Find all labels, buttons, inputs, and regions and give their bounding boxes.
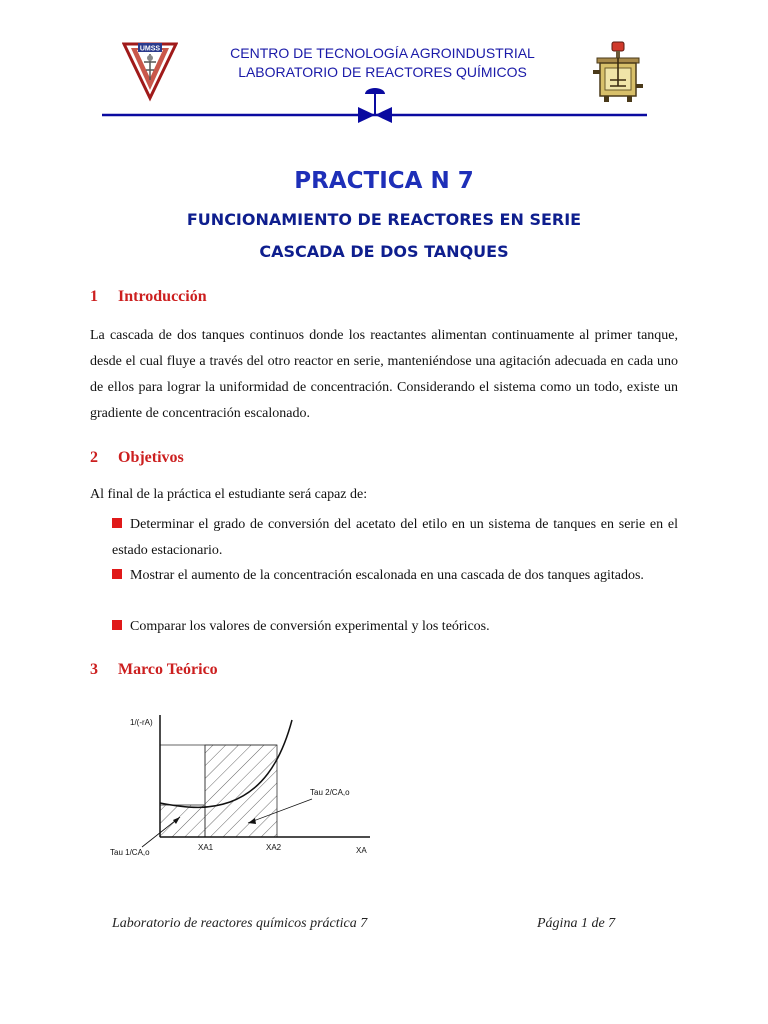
- footer-page-number: Página 1 de 7: [537, 916, 616, 931]
- levenspiel-plot: [100, 705, 390, 870]
- x-tick-label: XA1: [198, 843, 214, 852]
- bullet-square-icon: [112, 518, 122, 528]
- subtitle-1: FUNCIONAMIENTO DE REACTORES EN SERIE: [186, 210, 582, 229]
- annotation-tau-2: Tau 2/CA,o: [310, 788, 350, 797]
- subtitle-2: CASCADA DE DOS TANQUES: [259, 242, 509, 261]
- header-line-1: CENTRO DE TECNOLOGÍA AGROINDUSTRIAL: [230, 45, 535, 61]
- objective-text: Comparar los valores de conversión experimental y los teóricos.: [130, 619, 490, 634]
- header-line-2: LABORATORIO DE REACTORES QUÍMICOS: [238, 64, 527, 80]
- x-tick-label: XA2: [266, 843, 282, 852]
- section-heading-objetivos: [90, 449, 184, 467]
- objective-text: Mostrar el aumento de la concentración escalonada en una cascada de dos tanques agitados.: [130, 568, 644, 583]
- bullet-square-icon: [112, 620, 122, 630]
- section-heading-introduccion: [90, 288, 207, 306]
- header: [0, 0, 768, 130]
- objective-item: [112, 614, 678, 640]
- annotation-tau-1: Tau 1/CA,o: [110, 848, 150, 857]
- section-title: Introducción: [118, 288, 207, 305]
- area-tank-2: [205, 745, 277, 837]
- section-title: Marco Teórico: [118, 661, 218, 678]
- x-axis-label: XA: [356, 846, 367, 855]
- page-title: PRACTICA N 7: [294, 168, 474, 194]
- intro-paragraph: La cascada de dos tanques continuos donde los reactantes alimentan continuamente al primer tanque, desde el cual fluye a través del otro reactor en serie, manteniéndose una agitación adecuada en cada uno de ellos para lograr la uniformidad de concentración. Considerando el sistema como un todo, existe un gradiente de concentración escalonado.: [90, 328, 678, 421]
- objective-item: [112, 563, 678, 589]
- section-number: 2: [90, 449, 98, 466]
- section-number: 1: [90, 288, 98, 305]
- logo-text: UMSS: [139, 45, 161, 53]
- section-title: Objetivos: [118, 449, 184, 466]
- objective-text: Determinar el grado de conversión del acetato del etilo en un sistema de tanques en serie en el estado estacionario.: [112, 517, 678, 558]
- valve-icon: [358, 88, 392, 123]
- section-number: 3: [90, 661, 98, 678]
- area-tank-1: [160, 805, 205, 837]
- objective-item: [112, 512, 678, 564]
- section-heading-marco-teorico: [90, 661, 218, 679]
- bullet-square-icon: [112, 569, 122, 579]
- footer-left: Laboratorio de reactores químicos práctica 7: [112, 916, 368, 931]
- objectives-intro: Al final de la práctica el estudiante será capaz de:: [90, 487, 368, 502]
- y-axis-label: 1/(-rA): [130, 718, 153, 727]
- header-rule: [102, 88, 647, 126]
